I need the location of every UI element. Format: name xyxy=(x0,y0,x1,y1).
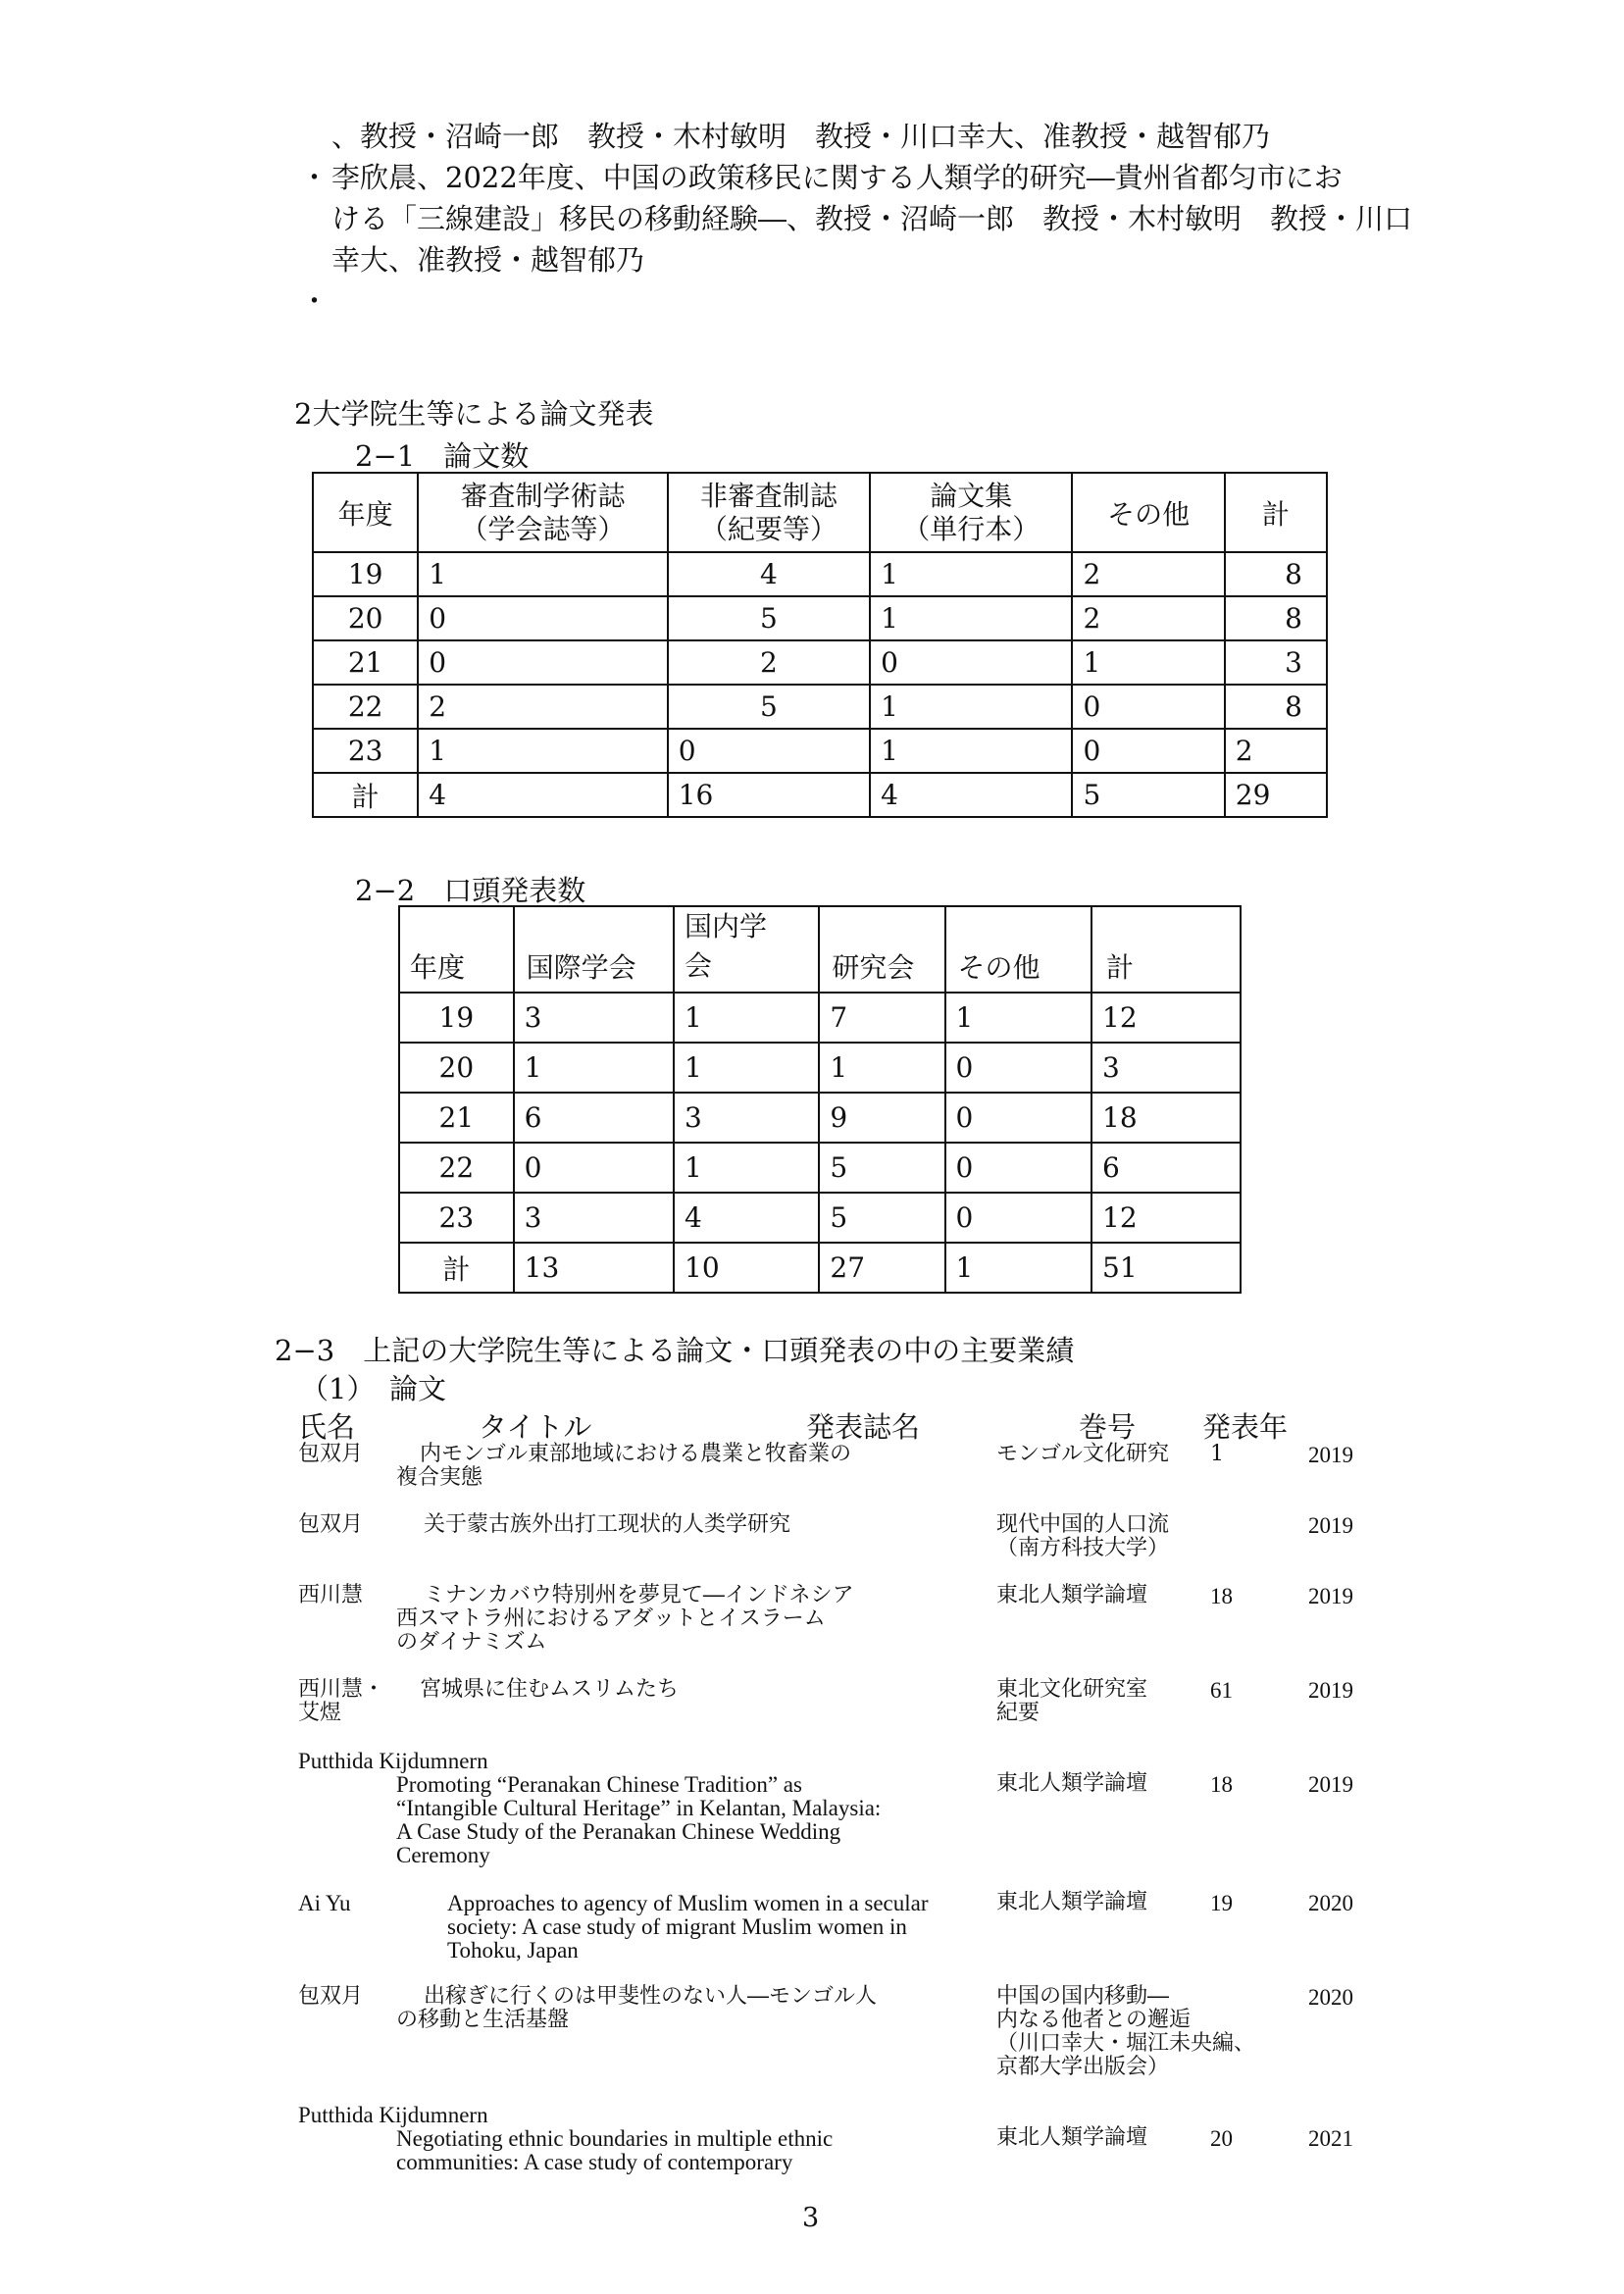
ref-journal: 東北人類学論壇 xyxy=(996,1771,1148,1796)
column-header-title: タイトル xyxy=(479,1410,592,1444)
header-cell: 計 xyxy=(1225,473,1327,552)
ref-journal: 東北人類学論壇 xyxy=(996,1890,1148,1914)
ref-journal: （南方科技大学） xyxy=(996,1536,1170,1560)
ref-journal: （川口幸大・堀江未央編、 xyxy=(996,2031,1256,2056)
value-cell: 5 xyxy=(819,1143,944,1193)
value-cell: 2 xyxy=(1072,596,1224,640)
ref-title: “Intangible Cultural Heritage” in Kelantan, Malaysia: xyxy=(396,1796,882,1820)
ref-journal: 现代中国的人口流 xyxy=(996,1512,1170,1537)
value-cell: 1 xyxy=(819,1043,944,1093)
paper-count-table xyxy=(312,472,1328,818)
year-cell: 19 xyxy=(399,993,514,1043)
year-cell: 23 xyxy=(399,1193,514,1243)
ref-author: 西川慧・ xyxy=(298,1677,385,1702)
year-cell: 23 xyxy=(313,729,418,773)
ref-author: 包双月 xyxy=(298,1512,364,1537)
value-cell: 1 xyxy=(514,1043,674,1093)
value-cell: 4 xyxy=(418,773,667,817)
value-cell: 3 xyxy=(514,993,674,1043)
table-row xyxy=(399,1193,1241,1243)
total-row xyxy=(313,773,1327,817)
ref-year: 2019 xyxy=(1308,1772,1353,1797)
ref-volume: 61 xyxy=(1210,1678,1233,1703)
header-cell: 国内学 会 xyxy=(674,906,819,993)
total-row xyxy=(399,1243,1241,1293)
value-cell: 3 xyxy=(1091,1043,1241,1093)
ref-title: Promoting “Peranakan Chinese Tradition” as xyxy=(396,1772,802,1797)
value-cell: 6 xyxy=(1091,1143,1241,1193)
table-row xyxy=(313,640,1327,685)
subsection-title: 2−3 上記の大学院生等による論文・口頭発表の中の主要業績 xyxy=(275,1334,1075,1367)
value-cell: 2 xyxy=(668,640,870,685)
ref-author: 包双月 xyxy=(298,1984,364,2009)
ref-title: Approaches to agency of Muslim women in a secular xyxy=(447,1891,929,1915)
header-cell: 計 xyxy=(1091,906,1241,993)
ref-title: society: A case study of migrant Muslim women in xyxy=(447,1914,907,1939)
header-cell: その他 xyxy=(1072,473,1224,552)
ref-title: Ceremony xyxy=(396,1843,490,1867)
column-header-name: 氏名 xyxy=(298,1410,356,1444)
table-row xyxy=(399,1043,1241,1093)
value-cell: 3 xyxy=(514,1193,674,1243)
oral-presentation-table xyxy=(398,905,1242,1294)
year-cell: 20 xyxy=(313,596,418,640)
value-cell: 0 xyxy=(945,1093,1091,1143)
value-cell: 3 xyxy=(674,1093,819,1143)
value-cell: 0 xyxy=(945,1193,1091,1243)
ref-author: 西川慧 xyxy=(298,1583,364,1607)
table-row xyxy=(313,596,1327,640)
value-cell: 0 xyxy=(514,1143,674,1193)
year-cell: 22 xyxy=(313,685,418,729)
ref-year: 2020 xyxy=(1308,1985,1353,2010)
value-cell: 13 xyxy=(514,1243,674,1293)
value-cell: 18 xyxy=(1091,1093,1241,1143)
value-cell: 0 xyxy=(870,640,1072,685)
ref-title: Negotiating ethnic boundaries in multiple ethnic xyxy=(396,2126,834,2151)
value-cell: 5 xyxy=(668,685,870,729)
ref-author: Putthida Kijdumnern xyxy=(298,2103,488,2127)
table-row xyxy=(399,1143,1241,1193)
header-row xyxy=(399,906,1241,993)
value-cell: 2 xyxy=(1072,552,1224,596)
ref-year: 2019 xyxy=(1308,1443,1353,1467)
value-cell: 5 xyxy=(819,1193,944,1243)
value-cell: 7 xyxy=(819,993,944,1043)
value-cell: 1 xyxy=(674,993,819,1043)
ref-journal: 東北人類学論壇 xyxy=(996,2125,1148,2150)
value-cell: 0 xyxy=(945,1043,1091,1093)
header-cell: 研究会 xyxy=(819,906,944,993)
ref-volume: 18 xyxy=(1210,1584,1233,1608)
table-row xyxy=(313,552,1327,596)
value-cell: 0 xyxy=(945,1143,1091,1193)
ref-title: 複合実態 xyxy=(396,1465,483,1490)
ref-year: 2019 xyxy=(1308,1584,1353,1608)
ref-year: 2021 xyxy=(1308,2126,1353,2151)
ref-title: 关于蒙古族外出打工现状的人类学研究 xyxy=(424,1512,791,1537)
value-cell: 16 xyxy=(668,773,870,817)
value-cell: 4 xyxy=(668,552,870,596)
value-cell: 1 xyxy=(870,729,1072,773)
value-cell: 6 xyxy=(514,1093,674,1143)
bullet: ・ xyxy=(300,161,330,194)
ref-journal: 東北人類学論壇 xyxy=(996,1583,1148,1607)
value-cell: 9 xyxy=(819,1093,944,1143)
value-cell: 0 xyxy=(418,596,667,640)
value-cell: 1 xyxy=(1072,640,1224,685)
value-cell: 29 xyxy=(1225,773,1327,817)
value-cell: 1 xyxy=(945,1243,1091,1293)
ref-journal: 内なる他者との邂逅 xyxy=(996,2008,1192,2032)
year-cell: 21 xyxy=(399,1093,514,1143)
header-cell: 国際学会 xyxy=(514,906,674,993)
ref-year: 2019 xyxy=(1308,1678,1353,1703)
value-cell: 0 xyxy=(668,729,870,773)
ref-journal: 東北文化研究室 xyxy=(996,1677,1148,1702)
ref-title: Tohoku, Japan xyxy=(447,1938,579,1963)
ref-author: Ai Yu xyxy=(298,1891,351,1915)
value-cell: 2 xyxy=(418,685,667,729)
column-header-volume: 巻号 xyxy=(1079,1410,1137,1444)
value-cell: 1 xyxy=(870,685,1072,729)
value-cell: 0 xyxy=(1072,729,1224,773)
ref-volume: 19 xyxy=(1210,1891,1233,1915)
value-cell: 1 xyxy=(945,993,1091,1043)
year-cell: 19 xyxy=(313,552,418,596)
header-cell: 非審査制誌 （紀要等） xyxy=(668,473,870,552)
ref-volume: 20 xyxy=(1210,2126,1233,2151)
ref-journal: 京都大学出版会） xyxy=(996,2055,1170,2079)
ref-title: A Case Study of the Peranakan Chinese Wedding xyxy=(396,1819,841,1844)
value-cell: 5 xyxy=(668,596,870,640)
ref-volume: 1 xyxy=(1210,1442,1224,1466)
ref-title: 内モンゴル東部地域における農業と牧畜業の xyxy=(420,1442,852,1466)
value-cell: 12 xyxy=(1091,993,1241,1043)
value-cell: 2 xyxy=(1225,729,1327,773)
header-cell: 年度 xyxy=(399,906,514,993)
value-cell: 1 xyxy=(870,552,1072,596)
ref-year: 2019 xyxy=(1308,1513,1353,1538)
entry-line: 幸大、准教授・越智郁乃 xyxy=(331,243,645,277)
ref-title: 宮城県に住むムスリムたち xyxy=(420,1677,680,1702)
continuation-line: 、教授・沼崎一郎 教授・木村敏明 教授・川口幸大、准教授・越智郁乃 xyxy=(331,120,1271,153)
value-cell: 12 xyxy=(1091,1193,1241,1243)
subsection-title: 2−2 口頭発表数 xyxy=(355,874,586,907)
bullet: ・ xyxy=(300,284,330,318)
value-cell: 10 xyxy=(674,1243,819,1293)
value-cell: 1 xyxy=(674,1043,819,1093)
ref-author: 艾煜 xyxy=(298,1701,342,1725)
entry-line: 李欣晨、2022年度、中国の政策移民に関する人類学的研究―貴州省都匀市にお xyxy=(331,161,1343,194)
value-cell: 1 xyxy=(418,552,667,596)
value-cell: 1 xyxy=(674,1143,819,1193)
ref-title: ミナンカバウ特別州を夢見て―インドネシア xyxy=(424,1583,854,1607)
table-row xyxy=(399,1093,1241,1143)
header-cell: その他 xyxy=(945,906,1091,993)
value-cell: 8 xyxy=(1225,596,1327,640)
header-row xyxy=(313,473,1327,552)
value-cell: 3 xyxy=(1225,640,1327,685)
ref-journal: 紀要 xyxy=(996,1701,1040,1725)
subsection-title: 2−1 論文数 xyxy=(355,439,530,473)
ref-volume: 18 xyxy=(1210,1772,1233,1797)
value-cell: 4 xyxy=(870,773,1072,817)
header-cell: 審査制学術誌 （学会誌等） xyxy=(418,473,667,552)
value-cell: 5 xyxy=(1072,773,1224,817)
ref-journal: 中国の国内移動― xyxy=(996,1984,1170,2009)
sub-heading: （1） 論文 xyxy=(300,1372,446,1405)
year-cell: 計 xyxy=(399,1243,514,1293)
ref-title: communities: A case study of contemporary xyxy=(396,2150,793,2174)
entry-line: ける「三線建設」移民の移動経験―、教授・沼崎一郎 教授・木村敏明 教授・川口 xyxy=(331,202,1413,235)
page-number: 3 xyxy=(802,2203,820,2233)
ref-title: 西スマトラ州におけるアダットとイスラーム xyxy=(396,1606,826,1631)
table-row xyxy=(399,993,1241,1043)
ref-title: 出稼ぎに行くのは甲斐性のない人―モンゴル人 xyxy=(424,1984,878,2009)
ref-author: 包双月 xyxy=(298,1442,364,1466)
ref-title: のダイナミズム xyxy=(396,1630,547,1655)
ref-author: Putthida Kijdumnern xyxy=(298,1749,488,1773)
year-cell: 計 xyxy=(313,773,418,817)
year-cell: 20 xyxy=(399,1043,514,1093)
year-cell: 22 xyxy=(399,1143,514,1193)
column-header-year: 発表年 xyxy=(1202,1410,1289,1444)
value-cell: 51 xyxy=(1091,1243,1241,1293)
value-cell: 4 xyxy=(674,1193,819,1243)
value-cell: 1 xyxy=(870,596,1072,640)
table-row xyxy=(313,685,1327,729)
table-row xyxy=(313,729,1327,773)
column-header-journal: 発表誌名 xyxy=(806,1410,921,1444)
value-cell: 8 xyxy=(1225,552,1327,596)
value-cell: 0 xyxy=(418,640,667,685)
value-cell: 1 xyxy=(418,729,667,773)
value-cell: 0 xyxy=(1072,685,1224,729)
ref-journal: モンゴル文化研究 xyxy=(996,1442,1170,1466)
ref-title: の移動と生活基盤 xyxy=(396,2008,570,2032)
header-cell: 論文集 （単行本） xyxy=(870,473,1072,552)
section-title: 2大学院生等による論文発表 xyxy=(294,397,654,431)
year-cell: 21 xyxy=(313,640,418,685)
ref-year: 2020 xyxy=(1308,1891,1353,1915)
value-cell: 8 xyxy=(1225,685,1327,729)
header-cell: 年度 xyxy=(313,473,418,552)
value-cell: 27 xyxy=(819,1243,944,1293)
